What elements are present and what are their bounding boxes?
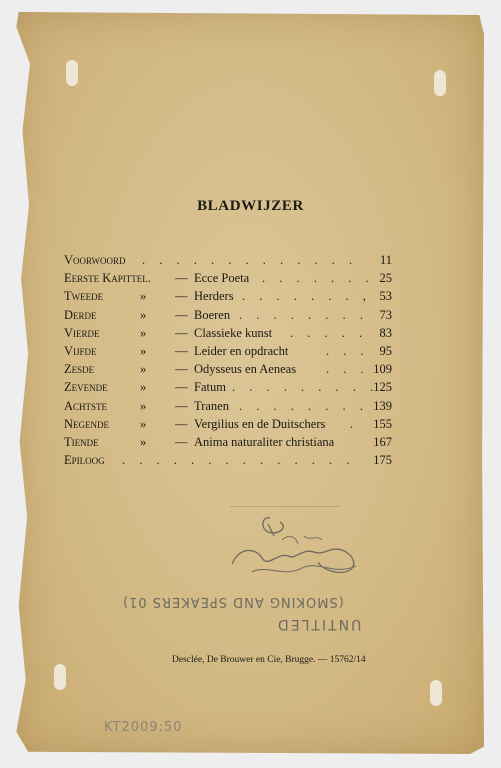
pencil-note-smoking: (SMOKING AND SPEAKERS 01) (122, 594, 344, 609)
catalog-number: KT2009:50 (104, 720, 183, 735)
pencil-note-untitled: UNTITLED (276, 616, 362, 632)
toc-title: Boeren (194, 307, 231, 322)
toc-ditto-mark: » (140, 343, 147, 358)
toc-dash: — (175, 362, 188, 377)
toc-title: Vergilius en de Duitschers (194, 416, 326, 431)
toc-row (64, 287, 392, 305)
toc-page: 11 (379, 253, 392, 267)
toc-leader-dots: . . . . . . . (262, 271, 375, 286)
toc-section: Negende (64, 416, 110, 431)
toc-section: Vijfde (64, 343, 97, 358)
toc-title: Classieke kunst (194, 325, 273, 340)
toc-page: 167 (373, 434, 392, 449)
toc-page: 25 (379, 271, 392, 286)
toc-ditto-mark: » (140, 325, 147, 340)
toc-page: 95 (379, 343, 392, 358)
toc-section: Zesde (64, 362, 95, 377)
toc-section: Zevende (64, 380, 108, 395)
toc-dash: — (175, 307, 188, 322)
toc-ditto-mark: » (140, 398, 147, 413)
page-title: BLADWIJZER (197, 198, 304, 214)
toc-dash: — (175, 380, 188, 395)
toc-leader-dots: . . . . . . . . (239, 398, 369, 413)
toc-section: Achtste (64, 398, 108, 413)
toc-section: Eerste Kapittel. (64, 271, 151, 286)
toc-title: Leider en opdracht (194, 343, 289, 358)
toc-dash: — (175, 325, 188, 340)
pin-hole-top-right (434, 70, 446, 96)
toc-page: 175 (373, 453, 392, 468)
toc-row (64, 415, 392, 433)
toc-section: Epiloog (64, 453, 105, 468)
toc-ditto-mark: » (140, 307, 147, 322)
toc-row (64, 306, 392, 324)
toc-row (64, 378, 392, 396)
toc-page: 109 (373, 362, 392, 377)
toc-section: Derde (64, 307, 97, 322)
table-of-contents (64, 251, 392, 469)
toc-page: 73 (379, 307, 392, 322)
pin-hole-top-left (66, 60, 78, 86)
toc-dash: — (175, 398, 188, 413)
toc-title: Ecce Poeta (194, 271, 250, 286)
toc-dash: — (175, 416, 188, 431)
pin-hole-bottom-left (54, 664, 66, 690)
toc-row (64, 451, 392, 469)
toc-row (64, 324, 392, 342)
toc-leader-dots: . . . . . . . , (242, 289, 372, 304)
toc-dash: — (175, 271, 188, 286)
pencil-scribble-signature (222, 506, 372, 584)
toc-title: Fatum (194, 380, 226, 395)
toc-row (64, 397, 392, 415)
toc-ditto-mark: » (140, 362, 147, 377)
toc-title: Tranen (194, 398, 229, 413)
toc-leader-dots: . . . . . . . . . . . . . (142, 253, 358, 267)
toc-leader-dots: . . . . . . . . . (232, 380, 379, 395)
toc-leader-dots: . . . . . . . . (239, 307, 369, 322)
toc-ditto-mark: » (140, 380, 147, 395)
toc-section: Voorwoord (64, 253, 126, 267)
toc-row (64, 360, 392, 378)
toc-page: 155 (373, 416, 392, 431)
toc-leader-dots: . . . (326, 343, 370, 358)
toc-ditto-mark: » (140, 289, 147, 304)
toc-title: Anima naturaliter christiana (194, 434, 335, 449)
toc-row (64, 433, 392, 451)
toc-ditto-mark: » (140, 434, 147, 449)
toc-section: Vierde (64, 325, 100, 340)
toc-dash: — (175, 343, 188, 358)
toc-leader-dots: . . . . . (290, 325, 368, 340)
toc-row (64, 269, 392, 287)
toc-title: Odysseus en Aeneas (194, 362, 297, 377)
toc-page: 139 (373, 398, 392, 413)
toc-page: 53 (379, 289, 392, 304)
toc-page: 83 (379, 325, 392, 340)
printer-imprint: Desclée, De Brouwer en Cie, Brugge. — 15762/14 (172, 655, 366, 665)
toc-section: Tweede (64, 289, 104, 304)
toc-section: Tiende (64, 434, 99, 449)
toc-leader-dots: . . . . . . . . . . . . . . (122, 453, 355, 468)
toc-title: Herders (194, 289, 234, 304)
toc-row (64, 251, 392, 269)
toc-page: 125 (373, 380, 392, 395)
toc-ditto-mark: » (140, 416, 147, 431)
toc-dash: — (175, 434, 188, 449)
toc-leader-dots: . (350, 416, 359, 431)
toc-dash: — (175, 289, 188, 304)
toc-leader-dots: . . . (326, 362, 370, 377)
toc-row (64, 342, 392, 360)
pin-hole-bottom-right (430, 680, 442, 706)
